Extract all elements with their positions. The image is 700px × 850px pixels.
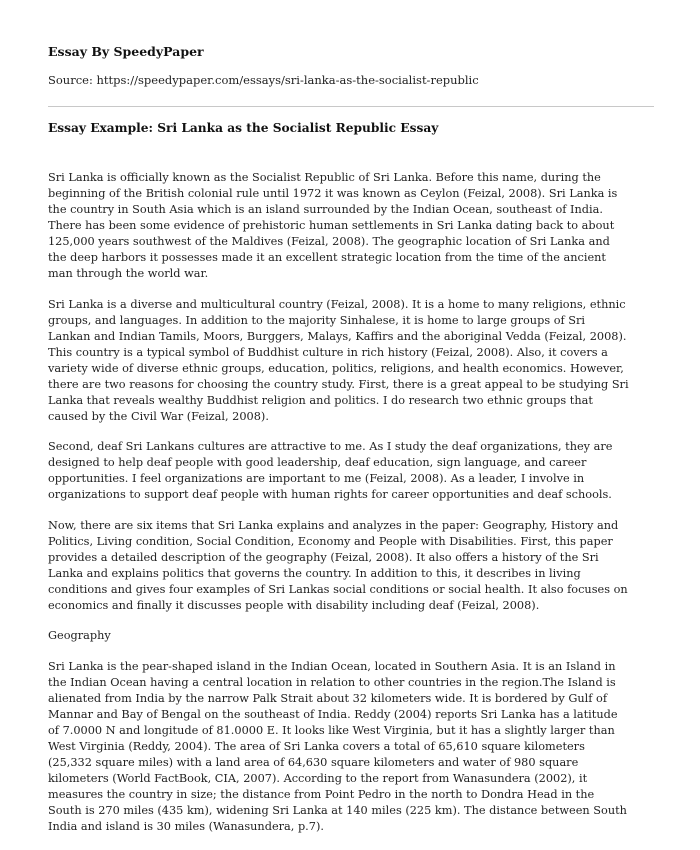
text-line: Second, deaf Sri Lankans cultures are attractive to me. As I study the deaf organizations, they are	[48, 440, 613, 453]
text-line: variety wide of diverse ethnic groups, education, politics, religions, and health economics. However,	[48, 361, 624, 375]
text-line: provides a detailed description of the geography (Feizal, 2008). It also offers a history of the Sri	[48, 550, 599, 564]
essay-title: Essay Example: Sri Lanka as the Socialist Republic Essay	[48, 121, 439, 135]
text-line: the country in South Asia which is an island surrounded by the Indian Ocean, southeast of India.	[48, 203, 603, 216]
text-line: there are two reasons for choosing the country study. First, there is a great appeal to be studying Sri	[48, 377, 629, 391]
text-line: groups, and languages. In addition to the majority Sinhalese, it is home to large groups of Sri	[48, 313, 586, 327]
text-line: Sri Lanka is a diverse and multicultural country (Feizal, 2008). It is a home to many religions, ethnic	[48, 297, 626, 311]
text-line: conditions and gives four examples of Sri Lankas social conditions or social health. It also focuses on	[48, 582, 628, 596]
paragraph-deaf-culture	[48, 439, 654, 503]
section-heading-geography: Geography	[48, 629, 111, 642]
paragraph-geography	[48, 659, 654, 835]
text-line: Lanka and explains politics that governs the country. In addition to this, it describes in living	[48, 566, 581, 580]
text-line: kilometers (World FactBook, CIA, 2007). According to the report from Wanasundera (2002), it	[48, 771, 588, 785]
text-line: designed to help deaf people with good leadership, deaf education, sign language, and career	[48, 456, 587, 469]
text-line: opportunities. I feel organizations are important to me (Feizal, 2008). As a leader, I involve in	[48, 472, 585, 485]
essay-body	[48, 170, 654, 849]
text-line: Politics, Living condition, Social Condition, Economy and People with Disabilities. First, this paper	[48, 534, 613, 548]
text-line: 125,000 years southwest of the Maldives (Feizal, 2008). The geographic location of Sri Lanka and	[48, 235, 610, 248]
brand-heading: Essay By SpeedyPaper	[48, 44, 204, 59]
text-line: measures the country in size; the distance from Point Pedro in the north to Dondra Head in the	[48, 787, 595, 801]
source-line: Source: https://speedypaper.com/essays/sri-lanka-as-the-socialist-republic	[48, 73, 479, 87]
text-line: West Virginia (Reddy, 2004). The area of Sri Lanka covers a total of 65,610 square kilometers	[48, 739, 585, 753]
text-line: South is 270 miles (435 km), widening Sri Lanka at 140 miles (225 km). The distance between South	[48, 803, 627, 817]
text-line: the Indian Ocean having a central location in relation to other countries in the region.The Island is	[48, 675, 616, 689]
paragraph-diversity	[48, 297, 654, 425]
text-line: Sri Lanka is officially known as the Socialist Republic of Sri Lanka. Before this name, during the	[48, 171, 601, 184]
text-line: Now, there are six items that Sri Lanka explains and analyzes in the paper: Geography, History and	[48, 518, 619, 532]
text-line: caused by the Civil War (Feizal, 2008).	[48, 409, 269, 423]
text-line: organizations to support deaf people with human rights for career opportunities and deaf schools.	[48, 488, 612, 501]
text-line: Mannar and Bay of Bengal on the southeast of India. Reddy (2004) reports Sri Lanka has a latitude	[48, 707, 618, 721]
text-line: economics and finally it discusses people with disability including deaf (Feizal, 2008).	[48, 598, 540, 612]
divider	[48, 106, 654, 107]
paragraph-intro	[48, 170, 654, 282]
paragraph-overview	[48, 518, 654, 614]
text-line: Lankan and Indian Tamils, Moors, Burggers, Malays, Kaffirs and the aboriginal Vedda (Feizal, 2008).	[48, 329, 627, 343]
text-line: man through the world war.	[48, 267, 209, 280]
text-line: There has been some evidence of prehistoric human settlements in Sri Lanka dating back to about	[48, 219, 615, 232]
text-line: the deep harbors it possesses made it an excellent strategic location from the time of the ancient	[48, 251, 606, 264]
text-line: India and island is 30 miles (Wanasundera, p.7).	[48, 819, 324, 833]
text-line: Lanka that reveals wealthy Buddhist religion and politics. I do research two ethnic groups that	[48, 393, 593, 407]
text-line: alienated from India by the narrow Palk Strait about 32 kilometers wide. It is bordered by Gulf of	[48, 691, 608, 705]
text-line: of 7.0000 N and longitude of 81.0000 E. It looks like West Virginia, but it has a slightly larger than	[48, 723, 615, 737]
text-line: beginning of the British colonial rule until 1972 it was known as Ceylon (Feizal, 2008). Sri Lanka is	[48, 187, 618, 200]
text-line: Sri Lanka is the pear-shaped island in the Indian Ocean, located in Southern Asia. It is an Island in	[48, 659, 616, 673]
text-line: This country is a typical symbol of Buddhist culture in rich history (Feizal, 2008). Also, it covers a	[48, 345, 608, 359]
text-line: (25,332 square miles) with a land area of 64,630 square kilometers and water of 980 square	[48, 755, 579, 769]
